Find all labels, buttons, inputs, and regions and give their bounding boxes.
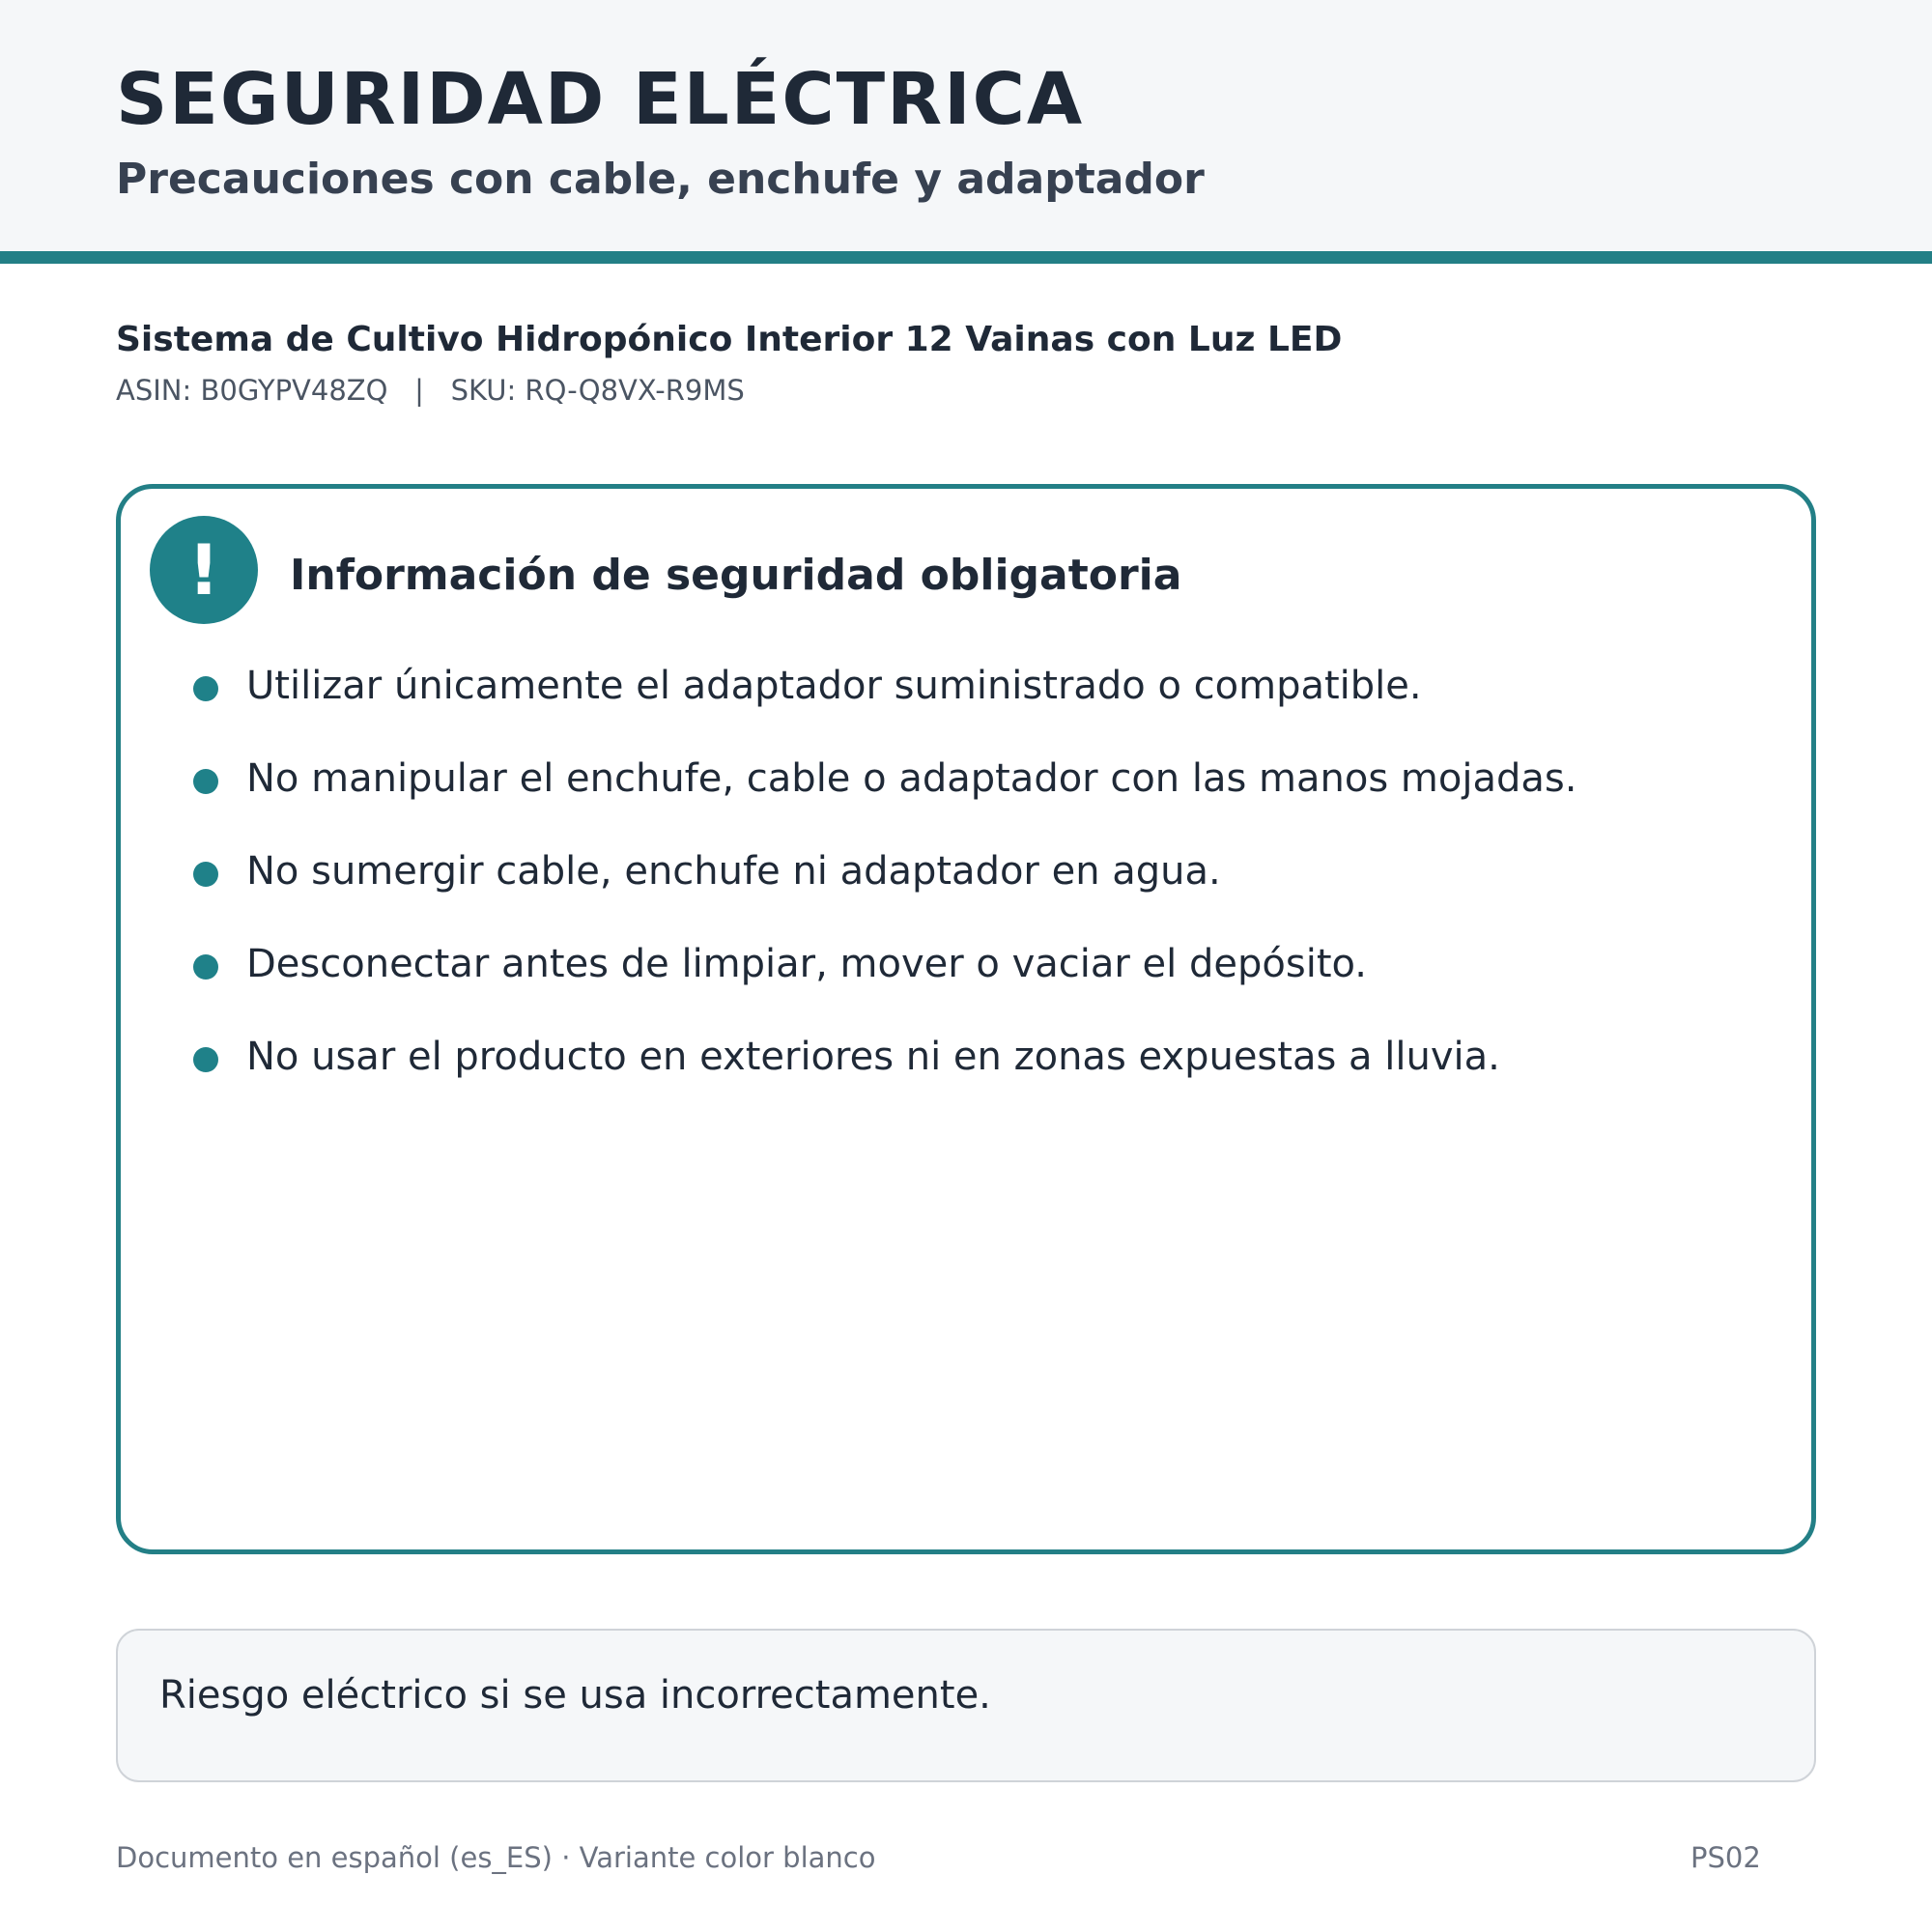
product-identifiers: ASIN: B0GYPV48ZQ | SKU: RQ-Q8VX-R9MS	[116, 374, 745, 407]
safety-item-text: Desconectar antes de limpiar, mover o vaciar el depósito.	[246, 942, 1367, 986]
exclamation-icon: !	[150, 516, 258, 624]
page-subtitle: Precauciones con cable, enchufe y adaptador	[116, 155, 1205, 204]
bullet-dot-icon	[193, 1047, 218, 1072]
bullet-dot-icon	[193, 769, 218, 794]
safety-info-box	[116, 484, 1816, 1554]
bullet-dot-icon	[193, 954, 218, 980]
header-divider	[0, 251, 1932, 264]
safety-item-text: No manipular el enchufe, cable o adaptador con las manos mojadas.	[246, 756, 1577, 801]
page-title: SEGURIDAD ELÉCTRICA	[116, 58, 1085, 141]
safety-item-text: No usar el producto en exteriores ni en zonas expuestas a lluvia.	[246, 1035, 1500, 1079]
safety-item-text: Utilizar únicamente el adaptador suministrado o compatible.	[246, 664, 1422, 708]
safety-item-text: No sumergir cable, enchufe ni adaptador en agua.	[246, 849, 1221, 894]
bullet-dot-icon	[193, 862, 218, 887]
product-name: Sistema de Cultivo Hidropónico Interior 12 Vainas con Luz LED	[116, 320, 1343, 359]
electrical-risk-text: Riesgo eléctrico si se usa incorrectamente.	[159, 1673, 991, 1718]
footer-document-code: PS02	[1690, 1841, 1761, 1874]
safety-box-heading: Información de seguridad obligatoria	[290, 551, 1182, 600]
footer-language-variant: Documento en español (es_ES) · Variante color blanco	[116, 1841, 876, 1874]
bullet-dot-icon	[193, 676, 218, 701]
